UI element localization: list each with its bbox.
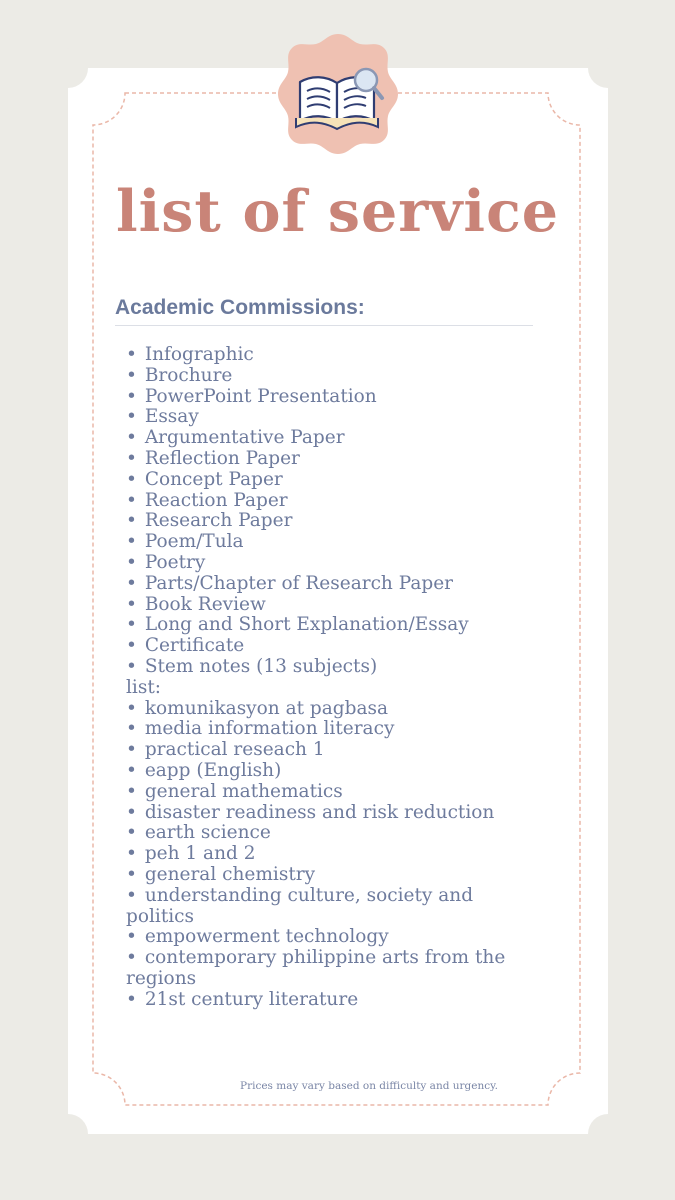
bullet: • [126, 468, 137, 490]
bullet: • [126, 635, 137, 657]
list-item: • Long and Short Explanation/Essay [126, 614, 469, 636]
bullet: • [126, 427, 137, 449]
list-item: • Book Review [126, 593, 266, 615]
bullet: • [126, 863, 137, 885]
bullet: • [126, 614, 137, 636]
list-item: • Poetry [126, 551, 206, 573]
list-item: • Infographic [126, 344, 254, 365]
subject-item: • 21st century literature [126, 988, 359, 1010]
subject-item: • eapp (English) [126, 759, 282, 781]
bullet: • [126, 801, 137, 823]
section-heading-text: Academic Commissions [115, 296, 358, 319]
bullet: • [126, 988, 137, 1010]
section-heading [115, 296, 365, 320]
list-item: • Argumentative Paper [126, 427, 345, 449]
list-item: • Certificate [126, 635, 245, 657]
list-item: • Stem notes (13 subjects) [126, 655, 378, 677]
bullet: • [126, 572, 137, 594]
bullet: • [126, 531, 137, 553]
subject-item: • komunikasyon at pagbasa [126, 697, 389, 719]
bullet: • [126, 593, 137, 615]
subject-item: • contemporary philippine arts from the regions [126, 947, 506, 989]
subject-item: • disaster readiness and risk reduction [126, 801, 495, 823]
bullet: • [126, 843, 137, 865]
bullet: • [126, 718, 137, 740]
bullet: • [126, 822, 137, 844]
list-item: • PowerPoint Presentation [126, 385, 377, 407]
bullet: • [126, 447, 137, 469]
page-title: list of service [115, 178, 560, 245]
bullet: • [126, 926, 137, 948]
bullet: • [126, 489, 137, 511]
bullet: • [126, 884, 137, 906]
bullet: • [126, 510, 137, 532]
section-heading-colon: : [357, 296, 365, 319]
subject-item: • media information literacy [126, 718, 395, 740]
bullet: • [126, 385, 137, 407]
list-item: • Brochure [126, 364, 233, 386]
bullet: • [126, 551, 137, 573]
subject-item: • general mathematics [126, 780, 343, 802]
list-item: • Concept Paper [126, 468, 283, 490]
subject-item: • peh 1 and 2 [126, 843, 256, 865]
bullet: • [126, 406, 137, 428]
bullet: • [126, 759, 137, 781]
list-item: • Essay [126, 406, 199, 428]
book-badge [274, 30, 402, 158]
subject-item: • understanding culture, society and politics [126, 884, 474, 927]
section-divider [115, 325, 533, 326]
bullet: • [126, 739, 137, 761]
subject-item: • practical reseach 1 [126, 739, 325, 761]
service-list [126, 345, 516, 1011]
list-item: • Reaction Paper [126, 489, 288, 511]
bullet: • [126, 364, 137, 386]
pricing-note: Prices may vary based on difficulty and urgency. [240, 1080, 498, 1092]
list-item: • Research Paper [126, 510, 293, 532]
bullet: • [126, 655, 137, 677]
bullet: • [126, 780, 137, 802]
subject-item: • earth science [126, 822, 271, 844]
bullet: • [126, 947, 137, 969]
list-item: • Parts/Chapter of Research Paper [126, 572, 454, 594]
subject-item: • general chemistry [126, 863, 316, 885]
list-item: • Reflection Paper [126, 447, 300, 469]
list-item: • Poem/Tula [126, 531, 244, 553]
bullet: • [126, 344, 137, 365]
subject-item: • empowerment technology [126, 926, 389, 948]
bullet: • [126, 697, 137, 719]
subjects-label: list: [126, 676, 161, 698]
